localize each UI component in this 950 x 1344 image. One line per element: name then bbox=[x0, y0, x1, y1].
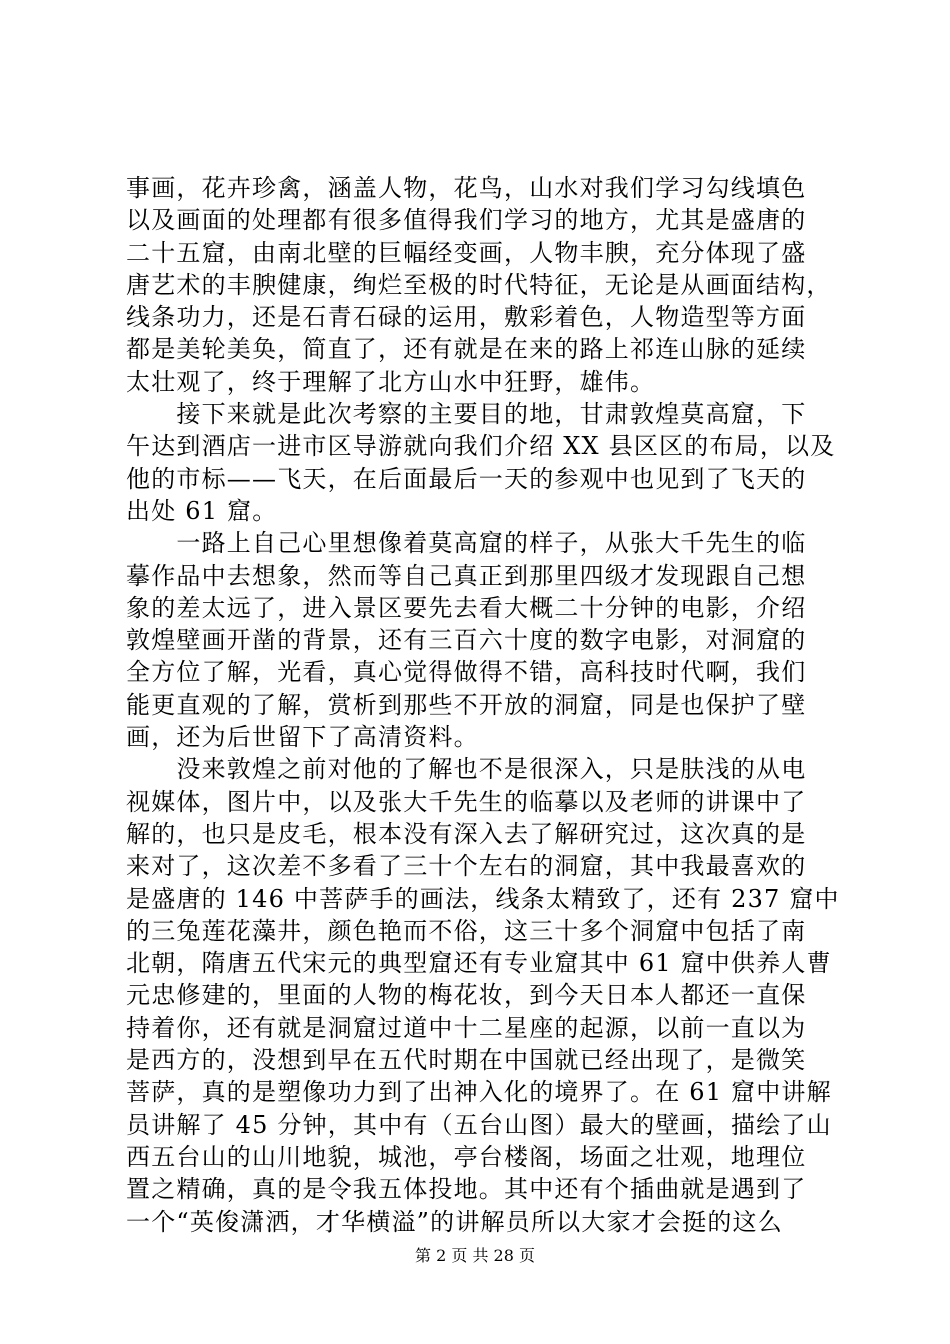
text-line: 员讲解了 45 分钟，其中有（五台山图）最大的壁画，描绘了山 bbox=[126, 1110, 832, 1139]
text-line: 都是美轮美奂，简直了，还有就是在来的路上祁连山脉的延续 bbox=[126, 335, 807, 364]
text-line: 持着你，还有就是洞窟过道中十二星座的起源，以前一直以为 bbox=[126, 1013, 807, 1042]
text-line: 摹作品中去想象，然而等自己真正到那里四级才发现跟自己想 bbox=[126, 561, 807, 590]
text-line: 他的市标——飞天，在后面最后一天的参观中也见到了飞天的 bbox=[126, 464, 807, 493]
text-line: 视媒体，图片中，以及张大千先生的临摹以及老师的讲课中了 bbox=[126, 787, 807, 816]
text-line: 唐艺术的丰腴健康，绚烂至极的时代特征，无论是从画面结构， bbox=[126, 270, 832, 299]
text-line: 全方位了解，光看，真心觉得做得不错，高科技时代啊，我们 bbox=[126, 658, 807, 687]
text-line: 以及画面的处理都有很多值得我们学习的地方，尤其是盛唐的 bbox=[126, 206, 807, 235]
text-line: 一路上自己心里想像着莫高窟的样子，从张大千先生的临 bbox=[126, 529, 807, 558]
text-line: 北朝，隋唐五代宋元的典型窟还有专业窟其中 61 窟中供养人曹 bbox=[126, 949, 832, 978]
text-line: 午达到酒店一进市区导游就向我们介绍 XX 县区区的布局，以及 bbox=[126, 432, 836, 461]
text-line: 元忠修建的，里面的人物的梅花妆，到今天日本人都还一直保 bbox=[126, 981, 807, 1010]
text-line: 是西方的，没想到早在五代时期在中国就已经出现了，是微笑 bbox=[126, 1046, 807, 1075]
text-line: 置之精确，真的是令我五体投地。其中还有个插曲就是遇到了 bbox=[126, 1175, 807, 1204]
text-line: 象的差太远了，进入景区要先去看大概二十分钟的电影，介绍 bbox=[126, 593, 807, 622]
text-line: 一个“英俊潇洒，才华横溢”的讲解员所以大家才会挺的这么 bbox=[126, 1207, 783, 1236]
text-line: 二十五窟，由南北壁的巨幅经变画，人物丰腴，充分体现了盛 bbox=[126, 238, 807, 267]
text-line: 的三兔莲花藻井，颜色艳而不俗，这三十多个洞窟中包括了南 bbox=[126, 916, 807, 945]
text-line: 敦煌壁画开凿的背景，还有三百六十度的数字电影，对洞窟的 bbox=[126, 626, 807, 655]
text-line: 西五台山的山川地貌，城池，亭台楼阁，场面之壮观，地理位 bbox=[126, 1142, 807, 1171]
text-line: 太壮观了，终于理解了北方山水中狂野，雄伟。 bbox=[126, 367, 656, 396]
text-line: 画，还为后世留下了高清资料。 bbox=[126, 723, 479, 752]
text-line: 来对了，这次差不多看了三十个左右的洞窟，其中我最喜欢的 bbox=[126, 852, 807, 881]
text-line: 出处 61 窟。 bbox=[126, 496, 278, 525]
body-text bbox=[126, 172, 838, 1238]
text-line: 能更直观的了解，赏析到那些不开放的洞窟，同是也保护了壁 bbox=[126, 690, 807, 719]
text-line: 线条功力，还是石青石碌的运用，敷彩着色，人物造型等方面 bbox=[126, 303, 807, 332]
text-line: 是盛唐的 146 中菩萨手的画法，线条太精致了，还有 237 窟中 bbox=[126, 884, 840, 913]
text-line: 菩萨，真的是塑像功力到了出神入化的境界了。在 61 窟中讲解 bbox=[126, 1078, 832, 1107]
text-line: 事画，花卉珍禽，涵盖人物，花鸟，山水对我们学习勾线填色 bbox=[126, 174, 807, 202]
text-line: 接下来就是此次考察的主要目的地，甘肃敦煌莫高窟，下 bbox=[126, 400, 807, 429]
text-line: 解的，也只是皮毛，根本没有深入去了解研究过，这次真的是 bbox=[126, 819, 807, 848]
text-line: 没来敦煌之前对他的了解也不是很深入，只是肤浅的从电 bbox=[126, 755, 807, 784]
page-number-footer: 第 2 页 共 28 页 bbox=[415, 1246, 535, 1265]
